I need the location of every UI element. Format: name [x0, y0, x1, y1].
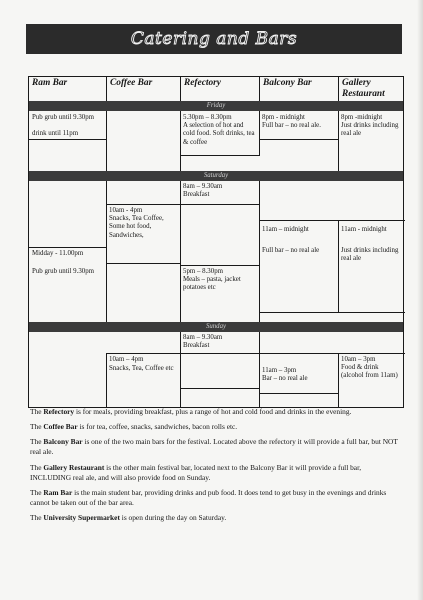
note-prefix: The: [30, 512, 44, 522]
saturday-line: [180, 265, 260, 266]
note-prefix: The: [30, 437, 44, 447]
note-prefix: The: [30, 487, 44, 497]
column-header-refectory: Refectory: [184, 78, 221, 88]
venue-notes: [30, 407, 402, 528]
saturday-ram-desc: Pub grub until 9.30pm: [32, 268, 95, 275]
sunday-line: [259, 393, 338, 394]
friday-balcony-line: [259, 139, 338, 140]
note-venue-name: Ram Bar: [43, 487, 73, 497]
day-band-saturday: Saturday: [29, 171, 403, 181]
note-ram-bar: [30, 488, 402, 508]
saturday-line: [180, 204, 260, 205]
friday-ram-line: [29, 139, 106, 140]
note-balcony-bar: [30, 437, 402, 457]
saturday-refectory-evening-desc: Meals – pasta, jacket potatoes etc: [183, 276, 241, 292]
saturday-refectory-breakfast-time: 8am – 9.30am: [183, 183, 223, 190]
sunday-line: [106, 353, 405, 354]
note-text: is for tea, coffee, snacks, sandwiches, bacon rolls etc.: [77, 422, 238, 432]
note-text: is one of the two main bars for the festival. Located above the refectory it will provide a full bar, but NOT real ale.: [30, 437, 398, 457]
note-text: is for meals, providing breakfast, plus a range of hot and cold food and drinks in the evening.: [74, 407, 352, 416]
saturday-line: [259, 220, 405, 221]
friday-divider: [180, 111, 181, 171]
sunday-balcony-time: 11am – 3pm: [262, 367, 297, 374]
friday-gallery-desc: Just drinks including real ale: [341, 122, 399, 138]
friday-refectory-line: [180, 155, 260, 156]
saturday-refectory-evening-time: 5pm – 8.30pm: [183, 268, 224, 275]
column-header-balcony-bar: Balcony Bar: [263, 78, 312, 88]
sunday-gallery-desc: Food & drink (alcohol from 11am): [341, 364, 398, 380]
column-header-coffee-bar: Coffee Bar: [110, 78, 153, 88]
header-divider: [338, 77, 339, 101]
sunday-gallery-time: 10am – 3pm: [341, 356, 376, 363]
sunday-refectory-desc: Breakfast: [183, 342, 210, 349]
friday-balcony-desc: Full bar – no real ale.: [262, 122, 321, 129]
sunday-refectory-time: 8am – 9.30am: [183, 334, 223, 341]
title-banner: [26, 24, 402, 54]
friday-ram-drink: drink until 11pm: [32, 130, 79, 137]
column-header-gallery-restaurant: Gallery Restaurant: [342, 78, 385, 99]
sunday-balcony-desc: Bar – no real ale: [262, 375, 308, 382]
note-coffee-bar: [30, 422, 402, 432]
note-venue-name: Coffee Bar: [43, 422, 78, 432]
friday-divider: [259, 111, 260, 155]
note-prefix: The: [30, 422, 44, 432]
saturday-divider: [259, 181, 260, 322]
page-edge-shadow: [417, 0, 423, 600]
sunday-divider: [338, 353, 339, 408]
sunday-coffee-time: 10am – 4pm: [109, 356, 144, 363]
saturday-line: [106, 204, 180, 205]
column-header-ram-bar: Ram Bar: [32, 78, 68, 88]
saturday-divider: [180, 181, 181, 322]
sunday-coffee-desc: Snacks, Tea, Coffee etc: [109, 365, 174, 372]
saturday-gallery-desc: Just drinks including real ale: [341, 247, 399, 263]
note-text: is the other main festival bar, located next to the Balcony Bar it will provide a full bar, INCLUDING real ale, and will also provide food on Sunday.: [30, 462, 362, 482]
note-venue-name: Balcony Bar: [43, 437, 83, 447]
saturday-divider: [338, 220, 339, 312]
note-prefix: The: [30, 462, 44, 472]
note-text: is the main student bar, providing drinks and pub food. It does tend to get busy in the evenings and drinks cannot be taken out of the bar area.: [30, 487, 387, 507]
header-divider: [259, 77, 260, 101]
saturday-divider: [106, 181, 107, 322]
note-university-supermarket: [30, 513, 402, 523]
day-band-sunday: Sunday: [29, 322, 403, 332]
saturday-refectory-breakfast-desc: Breakfast: [183, 191, 210, 198]
header-divider: [180, 77, 181, 101]
friday-refectory-desc: A selection of hot and cold food. Soft drinks, tea & coffee: [183, 122, 255, 146]
friday-gallery-time: 8pm -midnight: [341, 114, 383, 121]
note-venue-name: Gallery Restaurant: [43, 462, 105, 472]
saturday-line: [259, 312, 405, 313]
day-band-friday: Friday: [29, 101, 403, 111]
saturday-line: [29, 247, 106, 248]
note-gallery-restaurant: [30, 463, 402, 483]
saturday-balcony-time: 11am – midnight: [262, 226, 309, 233]
sunday-line: [180, 388, 260, 389]
friday-refectory-time: 5.30pm – 8.30pm: [183, 114, 232, 121]
friday-divider: [106, 111, 107, 171]
friday-balcony-time: 8pm - midnight: [262, 114, 305, 121]
friday-ram-time: Pub grub until 9.30pm: [32, 114, 95, 121]
saturday-coffee-desc: Snacks, Tea Coffee, Some hot food, Sandwiches,: [109, 215, 164, 239]
header-divider: [106, 77, 107, 101]
sunday-divider: [180, 332, 181, 408]
note-text: is open during the day on Saturday.: [119, 512, 227, 522]
page-title: Catering and Bars: [130, 29, 298, 49]
note-venue-name: Refectory: [43, 407, 75, 416]
schedule-table: [28, 76, 404, 408]
saturday-line: [106, 263, 180, 264]
sunday-divider: [106, 353, 107, 408]
note-refectory: [30, 407, 402, 417]
note-venue-name: University Supermarket: [43, 512, 120, 522]
note-prefix: The: [30, 407, 44, 416]
sunday-divider: [259, 332, 260, 408]
friday-divider: [338, 111, 339, 171]
saturday-ram-time: Midday - 11.00pm: [32, 250, 84, 257]
saturday-gallery-time: 11am - midnight: [341, 226, 387, 233]
saturday-balcony-desc: Full bar – no real ale: [262, 247, 320, 254]
saturday-coffee-time: 10am - 4pm: [109, 207, 143, 214]
